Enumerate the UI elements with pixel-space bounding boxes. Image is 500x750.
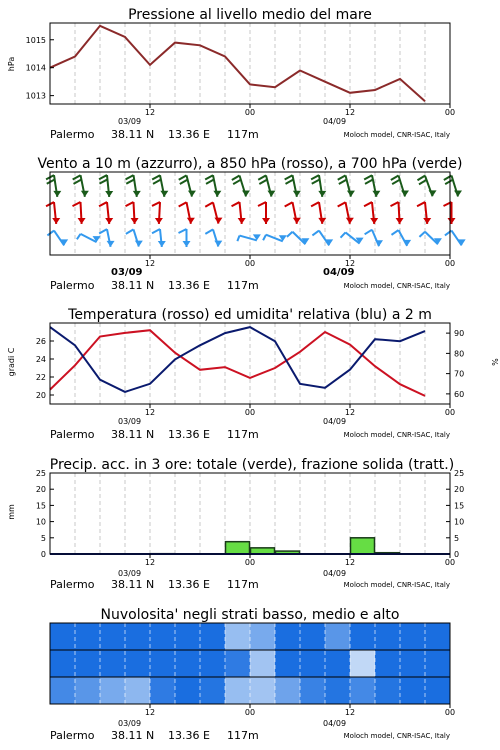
x-tick-label: 00 [244,259,256,268]
cloud-cell [150,623,176,650]
wind-barb-feather [391,230,398,235]
wind-barb-head [238,218,246,224]
wind-barb-feather [417,176,425,181]
cloud-location: Palermo [50,729,95,742]
cloud-cell [350,650,376,677]
wind-barb-feather [365,180,373,184]
wind-barb-head [105,218,113,224]
cloud-cell [125,623,151,650]
cloud-cell [375,677,401,704]
wind-barb-feather [47,179,55,183]
y-tick-label: 22 [35,373,46,382]
cloud-cell [300,677,326,704]
cloud-cell [375,650,401,677]
wind-barb-head [347,191,355,197]
wind-barb-head [214,241,222,247]
wind-barb-feather [312,179,320,183]
wind-barb-feather [152,202,160,206]
wind-barb-head [346,218,354,224]
cloud-cell [275,623,301,650]
cloud-cell [175,650,201,677]
temperature-alt: 117m [227,428,259,441]
x-tick-label: 12 [344,708,356,717]
precip-credit: Moloch model, CNR-ISAC, Italy [343,581,450,589]
wind-barb-feather [233,180,241,184]
wind-barb-feather [258,202,266,206]
cloud-cell [250,623,276,650]
wind-barb-head [187,218,195,224]
wind-barb-head [370,218,378,224]
x-tick-label: 00 [244,408,256,417]
wind-barb-head [131,218,139,224]
pressure-lat: 38.11 N [111,128,155,141]
cloud-panel [50,623,455,742]
y-tick-label: 90 [454,329,465,339]
cloud-alt: 117m [227,729,259,742]
wind-date-label-2: 04/09 [323,267,355,278]
x-tick-label: 12 [144,408,156,417]
wind-barb-feather [179,175,187,179]
wind-barb-feather [205,202,213,206]
temperature-panel [36,323,464,441]
cloud-lon: 13.36 E [168,729,210,742]
y-tick-label: 24 [35,355,46,364]
precip-location: Palermo [50,578,95,591]
y-tick-label: 1014 [25,63,46,73]
cloud-cell [100,650,126,677]
wind-barb-head [396,218,404,224]
cloud-cell [250,677,276,704]
wind-barb-shaft [452,231,462,246]
wind-barb-feather [47,231,54,236]
wind-barb-feather [364,175,372,179]
wind-barb-feather [391,202,399,206]
wind-barb-feather [179,229,187,233]
x-tick-label: 00 [244,108,256,117]
cloud-cell [175,677,201,704]
pressure-line [50,26,425,101]
wind-barb-feather [285,175,293,179]
y-tick-label: 1015 [25,35,46,45]
y-tick-label: 80 [454,349,465,359]
temperature-location: Palermo [50,428,95,441]
temperature-line [50,330,425,396]
y-tick-label: 15 [454,501,465,511]
cloud-cell [225,677,251,704]
y-tick-label: 60 [454,389,465,399]
cloud-cell [300,623,326,650]
precip-date-label-1: 03/09 [118,569,142,578]
cloud-cell [75,677,101,704]
wind-barb-feather [391,175,399,179]
y-tick-label: 20 [454,485,465,495]
wind-barb-feather [152,175,160,179]
wind-barb-feather [286,180,294,184]
wind-barb-head [454,191,462,197]
cloud-cell [300,650,326,677]
wind-barb-head [105,191,113,197]
wind-barb-feather [341,232,346,237]
wind-barb-head [155,218,163,224]
temperature-date-label-1: 03/09 [118,417,142,426]
wind-barb-head [403,240,411,246]
y-tick-label: 25 [35,469,46,478]
wind-barb-feather [445,180,453,184]
humidity-ylabel: % [490,358,499,366]
y-tick-label: 26 [35,337,46,346]
cloud-date-label-1: 03/09 [118,719,142,728]
y-tick-label: 0 [454,550,460,559]
y-tick-label: 15 [35,501,46,511]
pressure-panel [26,23,455,141]
pressure-date-label-2: 04/09 [323,117,347,126]
wind-barb-feather [285,202,293,206]
wind-barb-feather [417,202,425,206]
wind-barb-feather [259,180,267,184]
precip-bar [226,542,250,554]
temperature-credit: Moloch model, CNR-ISAC, Italy [343,431,450,439]
wind-date-label-1: 03/09 [111,267,143,278]
pressure-date-label-1: 03/09 [118,117,142,126]
cloud-cell [50,677,76,704]
wind-barb-feather [338,175,346,179]
x-tick-label: 12 [144,708,156,717]
precip-alt: 117m [227,578,259,591]
wind-barb-feather [73,175,81,179]
wind-barb-head [107,241,115,247]
temperature-ylabel: gradi C [7,347,16,377]
precip-bar [351,538,375,554]
cloud-cell [325,650,351,677]
wind-barb-feather [339,180,347,184]
y-tick-label: 10 [454,517,465,527]
cloud-cell [275,650,301,677]
wind-barb-feather [126,229,134,233]
cloud-cell [200,677,226,704]
pressure-credit: Moloch model, CNR-ISAC, Italy [343,131,450,139]
cloud-cell [200,650,226,677]
x-tick-label: 00 [444,558,456,567]
cloud-cell [175,623,201,650]
cloud-cell [150,677,176,704]
wind-barb-feather [73,202,81,206]
cloud-cell [100,623,126,650]
wind-barb-head [213,191,221,197]
cloud-cell [75,650,101,677]
x-tick-label: 00 [444,108,456,117]
y-tick-label: 5 [454,533,460,543]
wind-credit: Moloch model, CNR-ISAC, Italy [343,282,450,290]
wind-barb-head [375,240,383,246]
cloud-cell [250,650,276,677]
x-tick-label: 12 [344,408,356,417]
y-tick-label: 1013 [25,91,46,101]
cloud-cell [75,623,101,650]
wind-barb-shaft [319,231,329,246]
pressure-alt: 117m [227,128,259,141]
wind-barb-head [423,218,431,224]
wind-barb-feather [126,175,134,179]
wind-barb-feather [258,175,266,179]
cloud-cell [325,677,351,704]
y-tick-label: 5 [40,533,46,543]
temperature-date-label-2: 04/09 [323,417,347,426]
wind-barb-feather [237,236,239,242]
wind-barb-head [160,191,168,197]
precip-date-label-2: 04/09 [323,569,347,578]
cloud-lat: 38.11 N [111,729,155,742]
wind-barb-shaft [54,231,64,246]
wind-barb-feather [232,175,240,179]
precip-lat: 38.11 N [111,578,155,591]
cloud-cell [225,623,251,650]
cloud-date-label-2: 04/09 [323,719,347,728]
wind-barb-feather [205,175,213,179]
pressure-location: Palermo [50,128,95,141]
temperature-lat: 38.11 N [111,428,155,441]
wind-barb-head [133,191,141,197]
y-tick-label: 0 [40,550,46,559]
precip-ylabel: mm [7,504,16,520]
precip-panel [36,469,464,591]
cloud-credit: Moloch model, CNR-ISAC, Italy [343,732,450,740]
pressure-lon: 13.36 E [168,128,210,141]
cloud-cell [275,677,301,704]
y-tick-label: 20 [35,391,46,400]
wind-barb-feather [126,179,134,183]
x-tick-label: 12 [144,259,156,268]
cloud-title: Nuvolosita' negli strati basso, medio e alto [100,607,400,623]
cloud-cell [200,623,226,650]
wind-barb-feather [311,202,319,206]
wind-barb-head [81,191,89,197]
wind-barb-head [372,191,380,197]
precip-title: Precip. acc. in 3 ore: totale (verde), frazione solida (tratt.) [49,457,455,473]
wind-barb-head [448,218,456,224]
cloud-cell [350,677,376,704]
cloud-cell [225,650,251,677]
wind-barb-shaft [293,232,306,245]
cloud-cell [350,623,376,650]
wind-barb-feather [77,234,81,239]
wind-barb-feather [232,202,240,206]
pressure-ylabel: hPa [7,56,16,72]
pressure-frame [50,23,450,104]
wind-barb-head [242,191,250,197]
wind-barb-feather [392,180,400,184]
wind-barb-feather [365,230,372,235]
x-tick-label: 12 [344,558,356,567]
wind-barb-head [267,191,275,197]
wind-barb-head [401,191,409,197]
x-tick-label: 00 [244,558,256,567]
cloud-cell [150,650,176,677]
wind-barb-head [188,191,196,197]
x-tick-label: 12 [344,108,356,117]
wind-lat: 38.11 N [111,279,155,292]
wind-barb-feather [126,202,134,206]
x-tick-label: 00 [444,259,456,268]
wind-barb-feather [206,180,214,184]
wind-barb-feather [364,202,372,206]
wind-barb-feather [287,232,293,237]
temperature-title: Temperatura (rosso) ed umidita' relativa (blu) a 2 m [68,307,432,323]
x-tick-label: 00 [444,708,456,717]
wind-barb-feather [179,202,187,206]
cloud-cell [375,623,401,650]
wind-barb-feather [153,180,161,184]
wind-barb-head [214,218,222,224]
wind-barb-feather [312,231,319,236]
wind-location: Palermo [50,279,95,292]
wind-barb-head [158,241,166,247]
wind-panel [46,172,466,292]
cloud-cell [325,623,351,650]
wind-barb-head [183,241,191,247]
wind-barb-feather [99,179,107,183]
wind-barb-feather [311,175,319,179]
wind-lon: 13.36 E [168,279,210,292]
wind-barb-head [53,191,61,197]
cloud-cell [50,623,76,650]
x-tick-label: 00 [244,708,256,717]
wind-barb-feather [445,231,452,236]
x-tick-label: 12 [144,558,156,567]
cloud-cell [125,677,151,704]
y-tick-label: 70 [454,369,465,379]
wind-alt: 117m [227,279,259,292]
cloud-cell [125,650,151,677]
cloud-cell [100,677,126,704]
wind-barb-head [429,190,437,196]
wind-barb-feather [205,229,213,233]
pressure-title: Pressione al livello medio del mare [128,7,372,23]
wind-barb-feather [263,235,266,240]
x-tick-label: 00 [444,408,456,417]
wind-barb-shaft [425,232,438,245]
wind-barb-head [262,218,270,224]
wind-barb-head [135,241,143,247]
y-tick-label: 10 [35,517,46,527]
wind-barb-head [78,218,86,224]
wind-barb-feather [338,202,346,206]
y-tick-label: 20 [35,485,46,495]
y-tick-label: 25 [454,469,465,478]
precip-lon: 13.36 E [168,578,210,591]
x-tick-label: 12 [344,259,356,268]
wind-barb-feather [180,180,188,184]
wind-title: Vento a 10 m (azzurro), a 850 hPa (rosso), a 700 hPa (verde) [37,156,463,172]
cloud-cell [50,650,76,677]
wind-barb-feather [419,232,425,237]
wind-barb-feather [152,229,160,233]
temperature-lon: 13.36 E [168,428,210,441]
wind-barb-head [52,218,60,224]
x-tick-label: 12 [144,108,156,117]
